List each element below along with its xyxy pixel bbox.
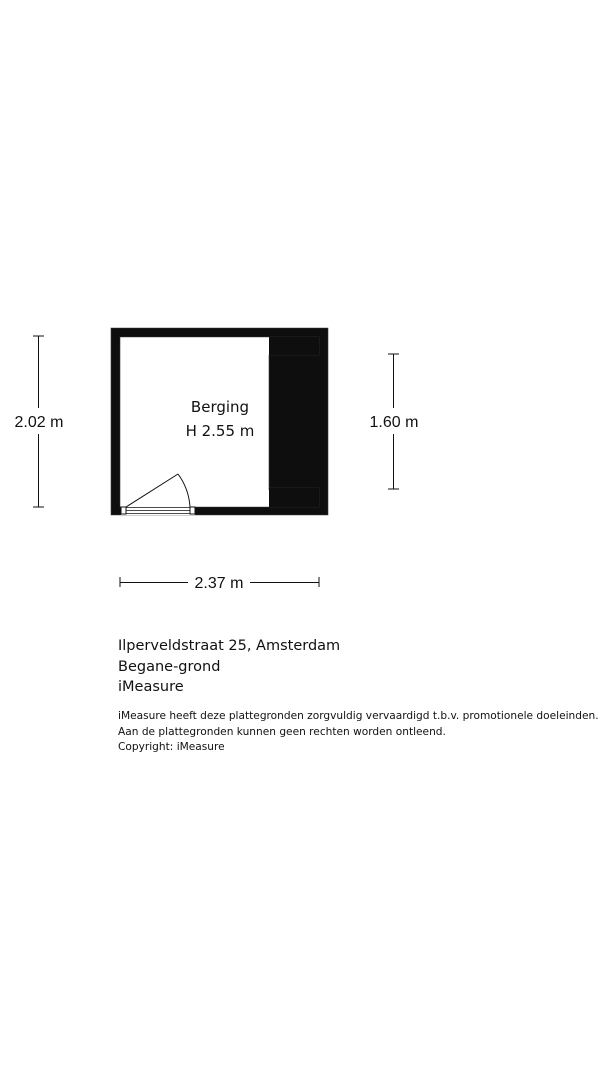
dimension-bottom xyxy=(120,575,319,592)
disclaimer-line-1: iMeasure heeft deze plattegronden zorgvuldig vervaardigd t.b.v. promotionele doeleinden. xyxy=(118,710,599,722)
room-name: Berging xyxy=(190,398,250,416)
disclaimer xyxy=(118,709,599,756)
door-leaf xyxy=(126,474,178,507)
disclaimer-line-2: Aan de plattegronden kunnen geen rechten worden ontleend. xyxy=(118,725,446,738)
floor-name: Begane-grond xyxy=(118,658,221,675)
dimension-right-label: 1.60 m xyxy=(369,414,419,431)
copyright: Copyright: iMeasure xyxy=(118,741,225,753)
property-info xyxy=(118,636,340,698)
address: Ilperveldstraat 25, Amsterdam xyxy=(118,638,341,654)
door-swing-arc xyxy=(178,474,190,507)
dimension-left xyxy=(15,336,64,507)
room-height: H 2.55 m xyxy=(185,422,255,440)
dimension-bottom-label: 2.37 m xyxy=(194,575,244,592)
dimension-right xyxy=(370,354,419,489)
dimension-left-label: 2.02 m xyxy=(14,414,64,431)
door xyxy=(121,474,195,515)
company-name: iMeasure xyxy=(118,679,184,695)
